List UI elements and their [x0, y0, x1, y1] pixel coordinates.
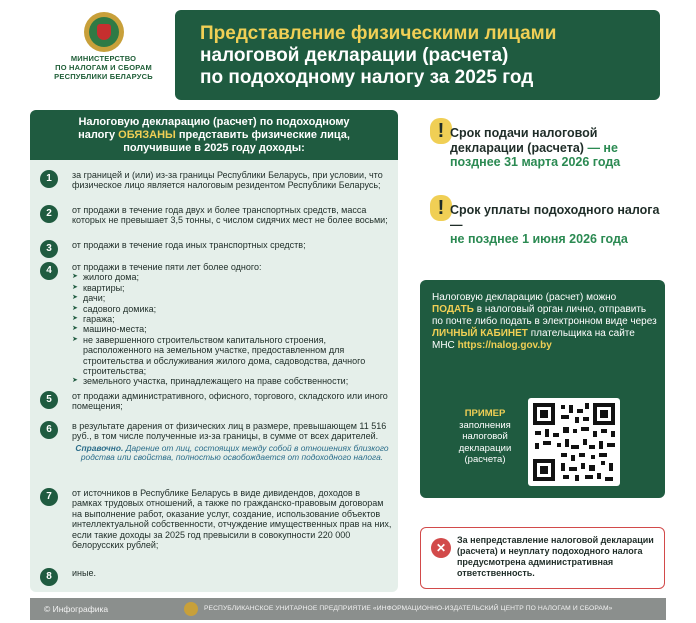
copyright-text: © Инфографика [44, 604, 109, 614]
sublist-item: ➤ дачи; [72, 293, 392, 303]
filing-dash: — [583, 140, 604, 155]
payment-label: Срок уплаты подоходного налога — [450, 203, 660, 232]
item-text: от продажи административного, офисного, торгового, складского или иного помещения; [72, 391, 388, 412]
title-line3: по подоходному налогу за 2025 год [200, 67, 534, 88]
ministry-line3: РЕСПУБЛИКИ БЕЛАРУСЬ [54, 72, 153, 81]
income-list-panel [30, 110, 398, 592]
intro-line3: получившие в 2025 году доходы: [123, 142, 305, 154]
item-text: от продажи в течение года иных транспортных средств; [72, 240, 306, 250]
item-number: 7 [40, 488, 58, 506]
sublist-item: ➤ гаража; [72, 314, 392, 324]
publisher-name: РЕСПУБЛИКАНСКОЕ УНИТАРНОЕ ПРЕДПРИЯТИЕ «ИНФОРМАЦИОННО-ИЗДАТЕЛЬСКИЙ ЦЕНТР ПО НАЛОГАМ И СБОРАМ» [204, 605, 613, 612]
payment-deadline-text [450, 203, 670, 247]
submission-info-text [432, 292, 657, 352]
sublist-item: ➤ земельного участка, принадлежащего на праве собственности; [72, 376, 392, 386]
publisher-logo-icon [184, 602, 198, 616]
submission-info-box [420, 280, 665, 498]
item-text: за границей и (или) из-за границы Республики Беларусь, при условии, что физическое лицо является налоговым резидентом Республики Беларусь; [72, 170, 383, 191]
item-number: 6 [40, 421, 58, 439]
footer-bar [30, 598, 666, 620]
item-text [72, 262, 392, 387]
page-title [200, 23, 640, 89]
info-text-part: в налоговый орган лично, отправить по почте либо подать в электронном виде через [432, 304, 657, 327]
exclamation-icon: ! [430, 118, 452, 144]
filing-deadline-text [450, 126, 670, 170]
liability-warning [420, 527, 665, 589]
sublist-item: ➤ садового домика; [72, 304, 392, 314]
sublist-item: ➤ машино-места; [72, 324, 392, 334]
note-label: Справочно. [75, 442, 124, 453]
item-text: от продажи в течение года двух и более транспортных средств, масса которых не превышает 3,5 тонны, с числом сидячих мест не более восьми; [72, 205, 388, 226]
sublist-item: ➤ квартиры; [72, 283, 392, 293]
item-number: 2 [40, 205, 58, 223]
item-text: от источников в Республике Беларусь в виде дивидендов, доходов в рамках трудовых отношений, а также по гражданско-правовым договорам на выполнение работ, оказание услуг, создание, использование объектов интеллектуальной собственности, отчуждение имущественных прав на них, если такие доходы за 2025 год превысили в совокупности 220 000 белорусских рублей; [72, 488, 392, 551]
item-number: 3 [40, 240, 58, 258]
ministry-line1: МИНИСТЕРСТВО [70, 54, 137, 63]
property-sublist [72, 272, 392, 386]
item-text: иные. [72, 568, 96, 578]
sublist-item: ➤ жилого дома; [72, 272, 392, 282]
payment-date: не позднее 1 июня 2026 года [450, 232, 628, 246]
reference-note [72, 444, 392, 463]
item-text-lead: от продажи в течение пяти лет более одного: [72, 262, 262, 272]
info-text-part: плательщика на сайте МНС [432, 328, 635, 351]
submit-highlight: ПОДАТЬ [432, 304, 474, 315]
example-heading: ПРИМЕР [464, 408, 506, 419]
ministry-logo [36, 10, 171, 90]
personal-cabinet-highlight: ЛИЧНЫЙ КАБИНЕТ [432, 328, 528, 339]
qr-code-icon[interactable] [528, 398, 620, 486]
x-icon: ✕ [431, 538, 451, 558]
intro-text: представить физические лица, [175, 129, 350, 141]
income-list-heading [30, 110, 398, 160]
example-text: заполнения налоговой декларации (расчета) [458, 419, 512, 465]
intro-line2 [30, 129, 398, 142]
obliged-highlight: ОБЯЗАНЫ [118, 129, 176, 141]
info-text-part: Налоговую декларацию (расчет) можно [432, 292, 617, 303]
intro-line1: Налоговую декларацию (расчет) по подоходному [78, 116, 350, 128]
item-text [72, 421, 392, 463]
website-link[interactable]: https://nalog.gov.by [457, 340, 552, 351]
payment-deadline [430, 195, 660, 265]
exclamation-icon: ! [430, 195, 452, 221]
filing-date: не позднее 31 марта 2026 года [450, 140, 621, 169]
filing-deadline [430, 118, 660, 188]
emblem-icon [84, 12, 124, 52]
title-line1: Представление физическими лицами [200, 23, 557, 44]
qr-code-graphic [531, 401, 617, 483]
example-label [445, 408, 525, 466]
item-number: 1 [40, 170, 58, 188]
ministry-name [36, 54, 171, 81]
sublist-item: ➤ не завершенного строительством капитального строения, расположенного на земельном участке, предоставленном для строительства и обслуживания жилого дома, садоводства, дачного строительства; [72, 335, 392, 377]
item-text-lead: в результате дарения от физических лиц в размере, превышающем 11 516 руб., в том числе полученные из-за границы, в сумме от всех дарителей. [72, 421, 387, 442]
warning-text: За непредставление налоговой декларации (расчета) и неуплату подоходного налога предусмотрена административная ответственность. [457, 535, 654, 578]
filing-label: Срок подачи налоговой декларации (расчета) [450, 126, 598, 155]
note-text: Дарение от лиц, состоящих между собой в отношениях близкого родства или свойства, полностью освобождается от подоходного налога. [80, 442, 389, 463]
item-number: 8 [40, 568, 58, 586]
intro-text: налогу [78, 129, 119, 141]
item-number: 5 [40, 391, 58, 409]
ministry-line2: ПО НАЛОГАМ И СБОРАМ [55, 63, 152, 72]
item-number: 4 [40, 262, 58, 280]
title-line2: налоговой декларации (расчета) [200, 45, 509, 66]
header-banner [175, 10, 660, 100]
